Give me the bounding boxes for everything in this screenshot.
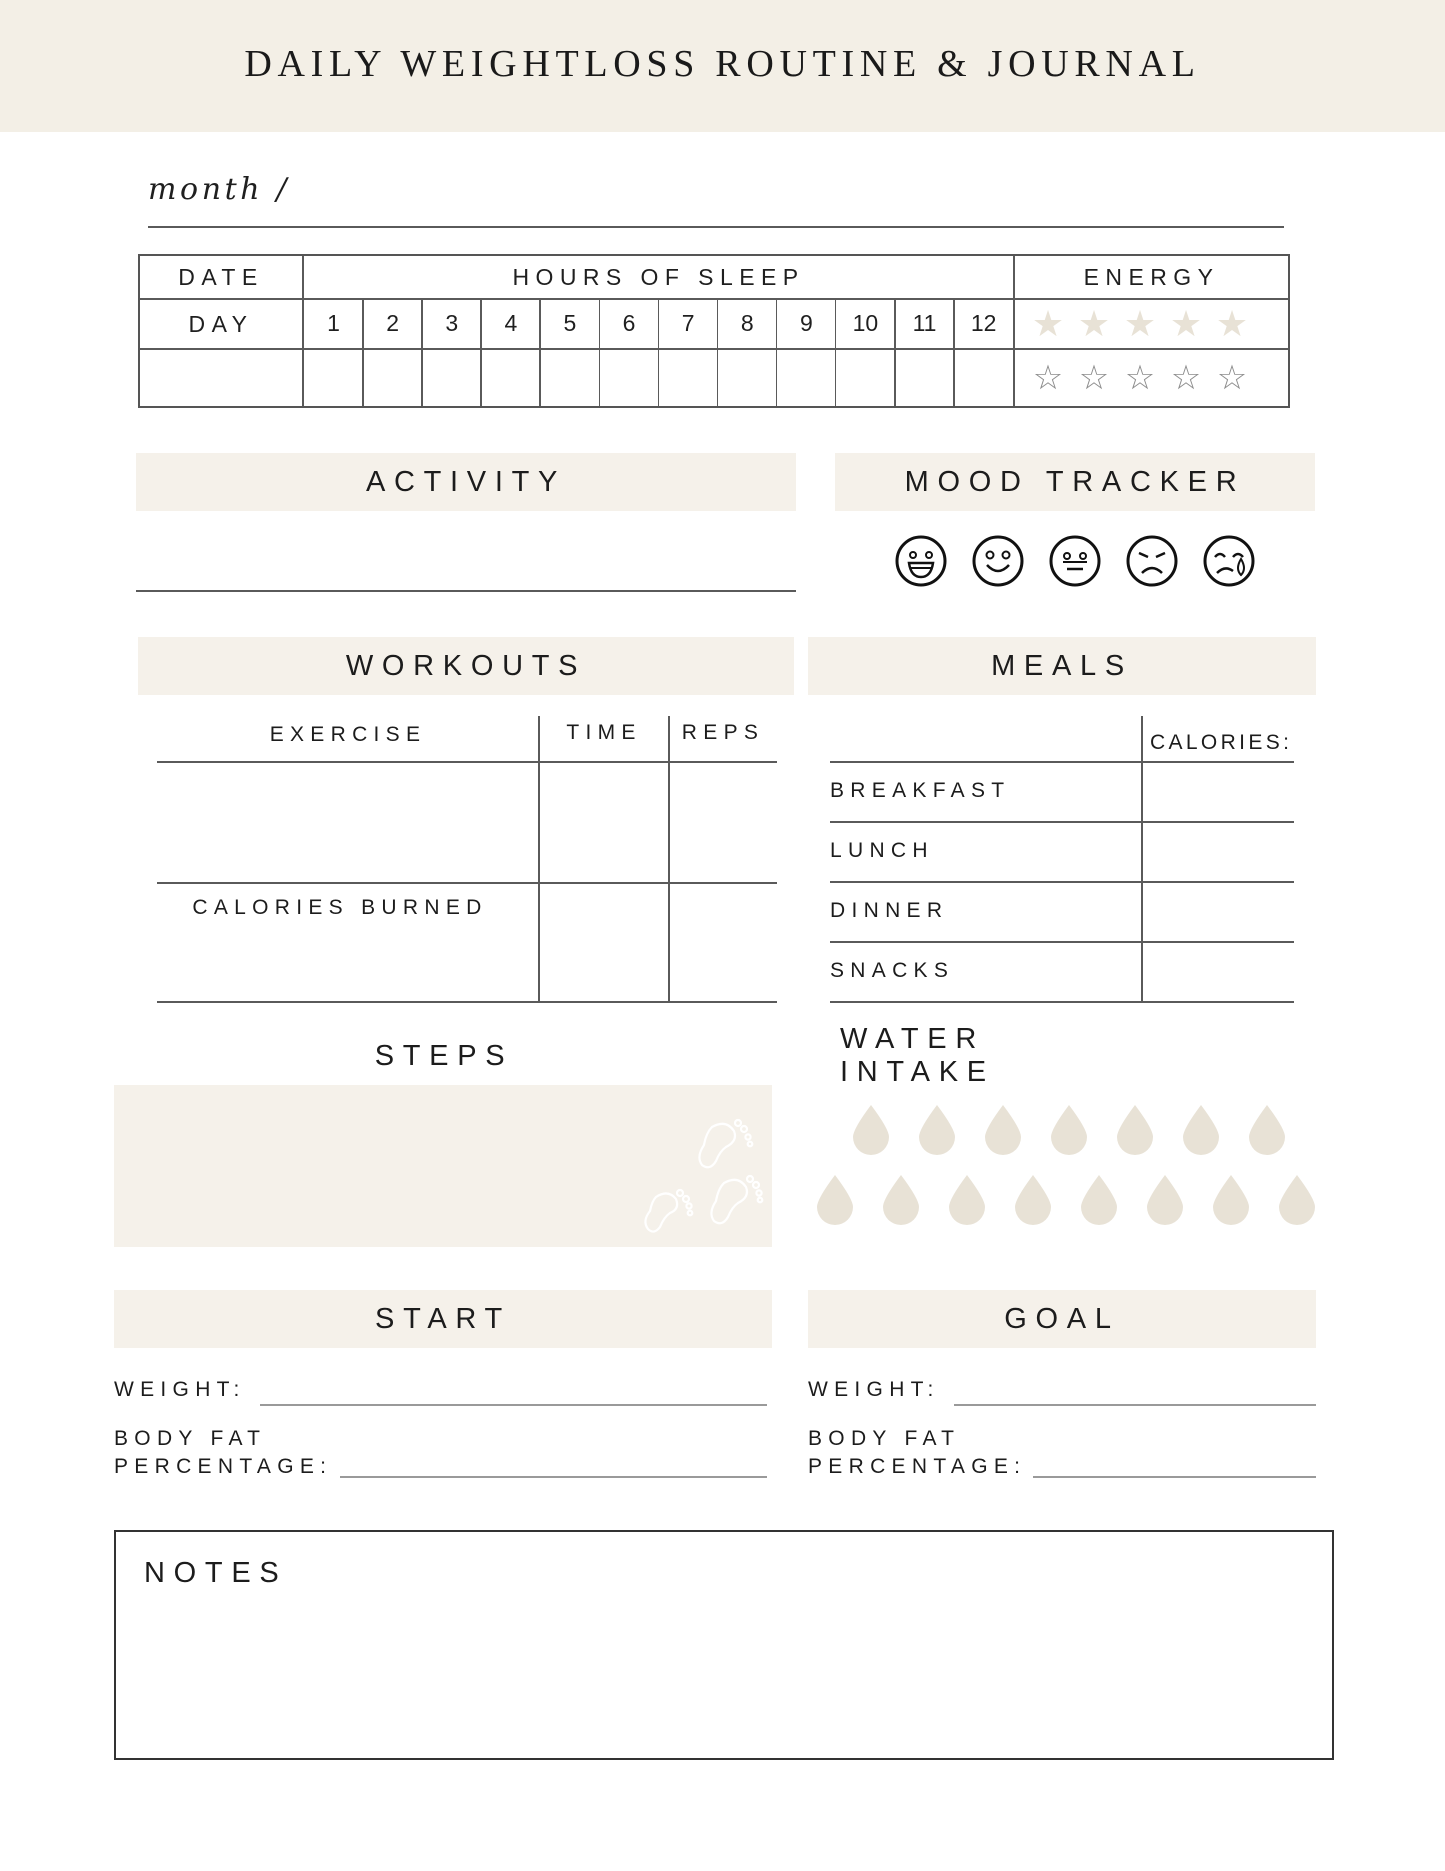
meal-calories-input[interactable] [1144, 823, 1294, 879]
hour-label: 10 [852, 309, 879, 336]
laughing-face-icon[interactable] [895, 535, 947, 587]
activity-title: ACTIVITY [136, 453, 796, 511]
meals-title: MEALS [808, 637, 1316, 695]
energy-star-filled-icon[interactable]: ★ [1031, 303, 1065, 344]
hour-label: 2 [386, 309, 400, 336]
meal-calories-input[interactable] [1144, 763, 1294, 819]
hour-label: 5 [563, 309, 577, 336]
hour-cell[interactable] [836, 350, 893, 406]
water-drop-icon[interactable] [1247, 1103, 1287, 1155]
calories-burned-label: CALORIES BURNED [192, 896, 488, 919]
energy-star-filled-icon[interactable]: ★ [1169, 303, 1203, 344]
hour-cell[interactable] [777, 350, 834, 406]
hour-label: 11 [912, 309, 937, 336]
hour-cell[interactable] [363, 350, 420, 406]
calories-burned-input[interactable] [540, 884, 667, 1000]
workouts-divider [157, 1001, 777, 1003]
notes-box[interactable] [114, 1530, 1334, 1760]
activity-line[interactable] [136, 590, 796, 592]
water-drop-icon[interactable] [1181, 1103, 1221, 1155]
start-bodyfat-label-2: PERCENTAGE: [114, 1455, 333, 1478]
meals-divider [830, 1001, 1294, 1003]
hour-cell[interactable] [954, 350, 1011, 406]
sleep-table [138, 254, 1290, 408]
smiling-face-icon[interactable] [972, 535, 1024, 587]
meal-calories-header: CALORIES: [1150, 731, 1293, 754]
mood-faces [895, 535, 1255, 591]
start-bodyfat-label-1: BODY FAT [114, 1427, 267, 1450]
water-drop-icon[interactable] [947, 1173, 987, 1225]
hour-label: 9 [799, 309, 813, 336]
month-line[interactable] [148, 226, 1284, 228]
goal-title: GOAL [808, 1290, 1316, 1348]
workouts-title: WORKOUTS [138, 637, 794, 695]
time-input[interactable] [540, 763, 667, 881]
time-header: TIME [566, 721, 642, 744]
meal-calories-input[interactable] [1144, 943, 1294, 999]
energy-star-outline-icon[interactable]: ☆ [1170, 359, 1202, 397]
hour-cell[interactable] [895, 350, 952, 406]
water-title: WATER INTAKE [840, 1023, 995, 1088]
water-drop-icon[interactable] [851, 1103, 891, 1155]
hour-cell[interactable] [481, 350, 538, 406]
meals-divider [1141, 716, 1143, 1002]
meal-label-lunch: LUNCH [830, 839, 934, 862]
energy-star-outline-icon[interactable]: ☆ [1216, 359, 1248, 397]
hour-label: 8 [740, 309, 754, 336]
water-drop-icon[interactable] [1013, 1173, 1053, 1225]
footprints-icon [634, 1105, 764, 1235]
reps-header: REPS [681, 721, 765, 744]
workouts-divider [157, 882, 777, 884]
water-drop-icon[interactable] [1277, 1173, 1317, 1225]
meal-label-breakfast: BREAKFAST [830, 779, 1011, 802]
hour-cell[interactable] [600, 350, 657, 406]
exercise-input[interactable] [157, 763, 537, 881]
water-drop-icon[interactable] [1115, 1103, 1155, 1155]
page-title: DAILY WEIGHTLOSS ROUTINE & JOURNAL [244, 43, 1201, 85]
hour-cell[interactable] [304, 350, 361, 406]
goal-weight-line[interactable] [954, 1404, 1316, 1406]
meal-label-snacks: SNACKS [830, 959, 955, 982]
water-drop-icon[interactable] [881, 1173, 921, 1225]
goal-bodyfat-label-1: BODY FAT [808, 1427, 961, 1450]
meal-label-dinner: DINNER [830, 899, 949, 922]
start-weight-label: WEIGHT: [114, 1378, 246, 1401]
water-drop-icon[interactable] [1211, 1173, 1251, 1225]
start-title: START [114, 1290, 772, 1348]
water-drop-icon[interactable] [983, 1103, 1023, 1155]
frowning-face-icon[interactable] [1126, 535, 1178, 587]
day-label: DAY [188, 310, 254, 337]
water-drop-icon[interactable] [1079, 1173, 1119, 1225]
goal-bodyfat-label-2: PERCENTAGE: [808, 1455, 1027, 1478]
hour-cell[interactable] [718, 350, 775, 406]
start-bodyfat-line[interactable] [340, 1476, 767, 1478]
mood-title: MOOD TRACKER [835, 453, 1315, 511]
sleep-header: HOURS OF SLEEP [512, 263, 805, 290]
reps-input[interactable] [670, 763, 777, 881]
hour-label: 3 [445, 309, 459, 336]
steps-title: STEPS [374, 1039, 514, 1072]
energy-star-outline-icon[interactable]: ☆ [1032, 359, 1064, 397]
date-label: DATE [178, 263, 264, 290]
energy-star-outline-icon[interactable]: ☆ [1078, 359, 1110, 397]
notes-title: NOTES [144, 1556, 288, 1589]
energy-header: ENERGY [1083, 263, 1220, 290]
goal-bodyfat-line[interactable] [1033, 1476, 1316, 1478]
start-weight-line[interactable] [260, 1404, 767, 1406]
water-drop-icon[interactable] [815, 1173, 855, 1225]
neutral-face-icon[interactable] [1049, 535, 1101, 587]
energy-star-outline-icon[interactable]: ☆ [1124, 359, 1156, 397]
hour-cell[interactable] [540, 350, 597, 406]
hour-label: 1 [327, 309, 340, 336]
goal-weight-label: WEIGHT: [808, 1378, 940, 1401]
meal-calories-input[interactable] [1144, 883, 1294, 939]
hour-label: 12 [970, 309, 997, 336]
energy-star-filled-icon[interactable]: ★ [1215, 303, 1249, 344]
hour-label: 4 [504, 309, 518, 336]
energy-star-filled-icon[interactable]: ★ [1123, 303, 1157, 344]
hour-label: 6 [622, 309, 636, 336]
day-input-cell[interactable] [140, 350, 302, 406]
hour-cell[interactable] [422, 350, 479, 406]
water-drop-icon[interactable] [1049, 1103, 1089, 1155]
energy-star-filled-icon[interactable]: ★ [1077, 303, 1111, 344]
exercise-header: EXERCISE [269, 723, 427, 746]
crying-face-icon[interactable] [1203, 535, 1255, 587]
hour-cell[interactable] [659, 350, 716, 406]
water-drop-icon[interactable] [917, 1103, 957, 1155]
steps-box[interactable] [114, 1085, 772, 1247]
month-label: month / [148, 172, 291, 207]
water-drop-icon[interactable] [1145, 1173, 1185, 1225]
hour-label: 7 [681, 309, 695, 336]
